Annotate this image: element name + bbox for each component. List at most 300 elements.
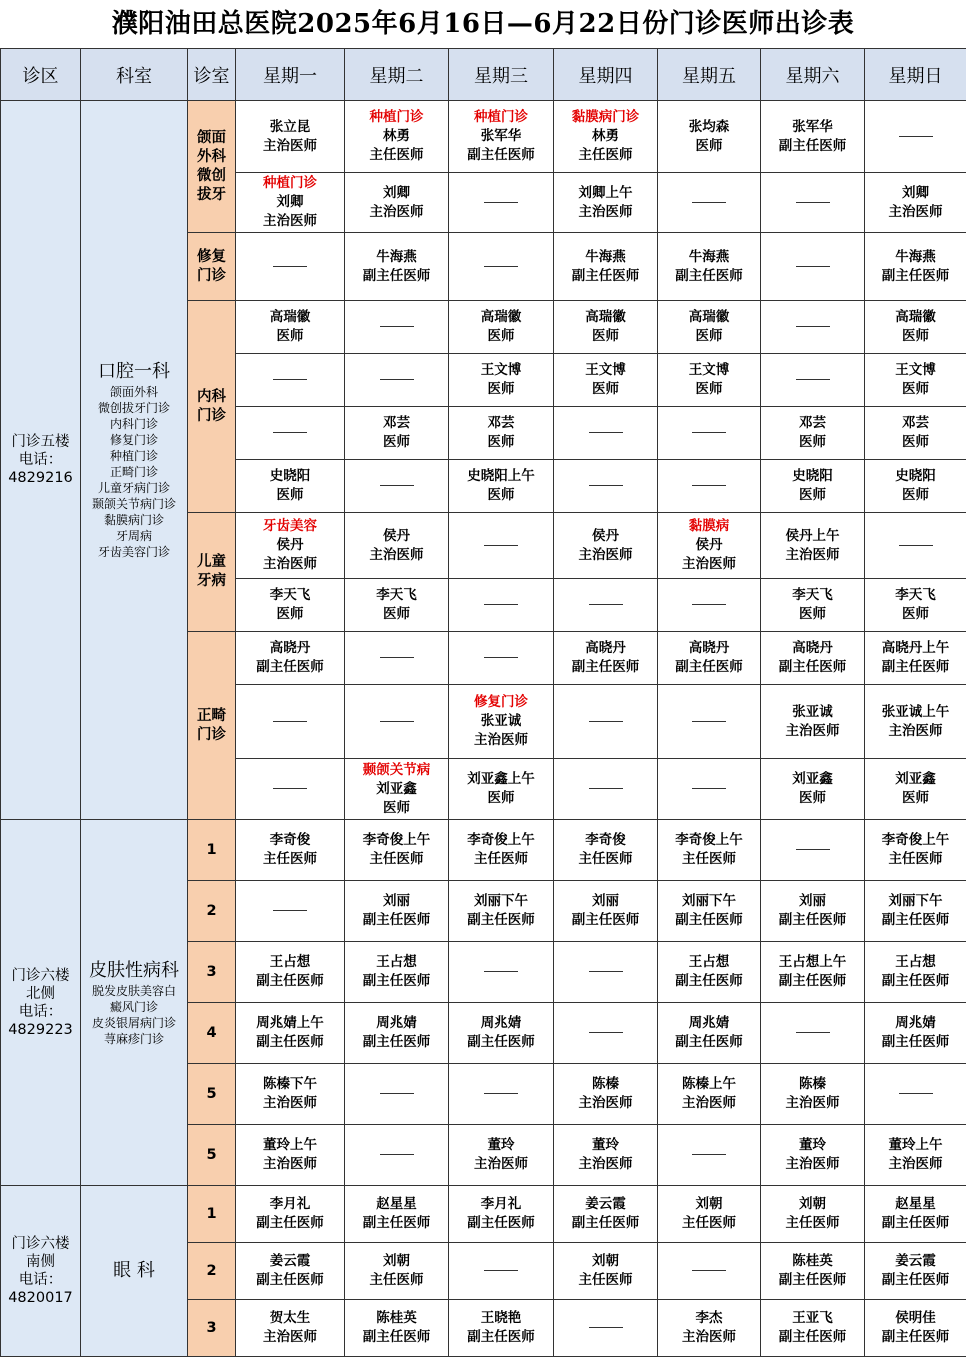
doctor-title: 医师 — [902, 487, 929, 503]
schedule-cell — [554, 1243, 658, 1300]
schedule-cell — [554, 632, 658, 685]
schedule-cell — [865, 579, 966, 632]
doctor-title: 主治医师 — [682, 556, 736, 572]
doctor-title: 副主任医师 — [256, 1272, 324, 1288]
column-header: 星期四 — [554, 49, 658, 101]
doctor-name: 王文博 — [480, 362, 522, 378]
schedule-cell — [345, 1064, 449, 1125]
zone-cell: 门诊六楼 北侧 电话： 4829223 — [1, 820, 81, 1186]
doctor-title: 副主任医师 — [881, 1272, 950, 1288]
doctor-name: 王晓艳 — [480, 1310, 522, 1326]
column-header: 科室 — [81, 49, 188, 101]
doctor-name: 刘朝 — [383, 1253, 410, 1269]
doctor-title: 医师 — [695, 381, 723, 397]
doctor-title: 副主任医师 — [881, 267, 950, 284]
schedule-cell — [449, 101, 554, 173]
doctor-title: 主任医师 — [578, 1272, 633, 1288]
doctor-title: 医师 — [487, 790, 515, 806]
schedule-cell — [554, 820, 658, 881]
schedule-cell — [345, 233, 449, 301]
column-header: 星期一 — [236, 49, 345, 101]
doctor-title: 副主任医师 — [881, 1215, 950, 1231]
schedule-cell — [449, 1064, 554, 1125]
doctor-title: 医师 — [902, 381, 929, 397]
doctor-title: 主治医师 — [888, 722, 943, 739]
doctor-name: 李奇俊上午 — [675, 832, 743, 848]
doctor-title: 副主任医师 — [571, 659, 640, 675]
table-row — [1, 820, 966, 881]
doctor-name: 董玲上午 — [263, 1137, 317, 1153]
page-title: 濮阳油田总医院2025年6月16日—6月22日份门诊医师出诊表 — [111, 9, 855, 39]
empty-dash — [484, 657, 518, 658]
schedule-cell — [554, 881, 658, 942]
doctor-title: 主治医师 — [785, 1156, 840, 1172]
department-subclinic: 微创拔牙门诊 — [97, 401, 170, 415]
schedule-cell — [761, 685, 865, 759]
doctor-title: 医师 — [799, 434, 826, 450]
doctor-name: 张军华 — [792, 118, 833, 135]
schedule-cell — [761, 820, 865, 881]
special-clinic: 黏膜病 — [688, 518, 730, 534]
doctor-title: 主治医师 — [474, 1156, 528, 1172]
doctor-title: 主任医师 — [578, 851, 633, 867]
schedule-cell — [449, 685, 554, 759]
empty-dash — [273, 266, 307, 267]
schedule-cell — [865, 759, 966, 820]
department-subclinic: 荨麻疹门诊 — [103, 1031, 164, 1046]
schedule-cell — [345, 632, 449, 685]
doctor-name: 陈榛 — [799, 1076, 826, 1092]
doctor-name: 董玲 — [592, 1137, 619, 1153]
schedule-cell — [761, 1064, 865, 1125]
doctor-title: 副主任医师 — [571, 1215, 640, 1231]
empty-dash — [589, 1032, 623, 1033]
doctor-title: 医师 — [799, 790, 826, 806]
schedule-cell — [345, 881, 449, 942]
doctor-name: 刘丽下午 — [474, 893, 528, 909]
doctor-name: 李奇俊上午 — [362, 832, 431, 848]
doctor-name: 董玲上午 — [888, 1137, 943, 1153]
empty-dash — [484, 545, 518, 546]
doctor-name: 陈榛 — [592, 1076, 619, 1092]
schedule-cell — [761, 407, 865, 460]
empty-dash — [589, 604, 623, 605]
doctor-title: 副主任医师 — [778, 1329, 847, 1345]
doctor-name: 李奇俊 — [585, 832, 626, 848]
doctor-title: 主治医师 — [578, 203, 633, 220]
doctor-title: 副主任医师 — [256, 1034, 324, 1050]
schedule-cell — [865, 101, 966, 173]
doctor-title: 副主任医师 — [362, 1215, 431, 1231]
schedule-cell — [236, 820, 345, 881]
doctor-name: 张军华 — [480, 128, 522, 144]
doctor-title: 副主任医师 — [881, 1329, 950, 1345]
doctor-name: 周兆婧 — [376, 1015, 417, 1031]
doctor-title: 主治医师 — [578, 1156, 633, 1172]
empty-dash — [589, 1327, 623, 1328]
doctor-title: 医师 — [487, 487, 515, 503]
doctor-title: 副主任医师 — [362, 912, 431, 928]
doctor-name: 刘卿上午 — [578, 184, 633, 201]
schedule-cell — [658, 1243, 761, 1300]
room-cell: 内科 门诊 — [188, 301, 236, 513]
schedule-table — [0, 48, 966, 1357]
schedule-cell — [761, 1125, 865, 1186]
schedule-cell — [345, 1300, 449, 1357]
doctor-name: 刘亚鑫 — [376, 780, 417, 797]
doctor-title: 副主任医师 — [675, 659, 743, 675]
doctor-title: 医师 — [276, 487, 304, 503]
schedule-cell — [449, 460, 554, 513]
schedule-cell — [554, 301, 658, 354]
schedule-cell — [761, 1243, 865, 1300]
schedule-cell — [658, 233, 761, 301]
schedule-cell — [865, 1186, 966, 1243]
doctor-name: 周兆婧 — [895, 1015, 936, 1031]
schedule-cell — [236, 301, 345, 354]
column-header: 星期六 — [761, 49, 865, 101]
empty-dash — [589, 788, 623, 789]
schedule-cell — [236, 513, 345, 579]
doctor-title: 医师 — [487, 434, 515, 450]
doctor-title: 主治医师 — [682, 1095, 736, 1111]
schedule-cell — [658, 1125, 761, 1186]
schedule-cell — [449, 1300, 554, 1357]
schedule-cell — [761, 101, 865, 173]
doctor-name: 王文博 — [585, 362, 626, 378]
doctor-title: 副主任医师 — [778, 659, 847, 675]
empty-dash — [692, 485, 726, 486]
doctor-name: 林勇 — [383, 128, 410, 144]
schedule-cell — [658, 407, 761, 460]
doctor-title: 主治医师 — [263, 1329, 317, 1345]
schedule-cell — [554, 354, 658, 407]
schedule-cell — [761, 1186, 865, 1243]
room-cell: 儿童 牙病 — [188, 513, 236, 632]
doctor-name: 周兆婧 — [480, 1015, 522, 1031]
doctor-title: 主任医师 — [785, 1215, 840, 1231]
schedule-cell — [658, 579, 761, 632]
doctor-title: 医师 — [902, 606, 929, 622]
schedule-cell — [236, 942, 345, 1003]
schedule-cell — [345, 820, 449, 881]
doctor-name: 周兆婧上午 — [256, 1015, 324, 1031]
schedule-cell — [865, 407, 966, 460]
empty-dash — [484, 1093, 518, 1094]
doctor-name: 侯丹 — [276, 537, 304, 553]
schedule-cell — [345, 407, 449, 460]
schedule-cell — [449, 881, 554, 942]
schedule-cell — [449, 1003, 554, 1064]
schedule-cell — [865, 301, 966, 354]
schedule-cell — [658, 820, 761, 881]
schedule-body — [1, 101, 966, 1357]
doctor-name: 侯丹 — [695, 537, 723, 553]
empty-dash — [796, 202, 830, 203]
empty-dash — [796, 266, 830, 267]
schedule-cell — [345, 942, 449, 1003]
schedule-cell — [449, 820, 554, 881]
schedule-cell — [449, 1125, 554, 1186]
doctor-name: 王文博 — [895, 362, 936, 378]
doctor-title: 副主任医师 — [362, 973, 431, 989]
doctor-title: 副主任医师 — [778, 912, 847, 928]
doctor-title: 副主任医师 — [467, 147, 535, 163]
schedule-cell — [761, 1003, 865, 1064]
doctor-name: 牛海燕 — [895, 248, 936, 265]
doctor-title: 主任医师 — [888, 851, 943, 867]
doctor-name: 刘亚鑫 — [895, 771, 936, 787]
schedule-cell — [236, 1300, 345, 1357]
doctor-name: 王占想 — [895, 954, 936, 970]
doctor-title: 副主任医师 — [467, 1215, 535, 1231]
doctor-title: 主治医师 — [785, 546, 840, 563]
schedule-cell — [554, 579, 658, 632]
doctor-name: 李天飞 — [792, 587, 833, 603]
doctor-title: 主任医师 — [369, 851, 424, 867]
doctor-name: 刘丽下午 — [682, 893, 736, 909]
schedule-cell — [658, 173, 761, 233]
schedule-cell — [236, 1003, 345, 1064]
empty-dash — [796, 849, 830, 850]
schedule-cell — [865, 233, 966, 301]
doctor-name: 李天飞 — [376, 587, 417, 603]
doctor-title: 主治医师 — [785, 1095, 840, 1111]
schedule-cell — [865, 1003, 966, 1064]
doctor-name: 林勇 — [592, 128, 619, 144]
empty-dash — [484, 266, 518, 267]
empty-dash — [589, 721, 623, 722]
schedule-cell — [865, 1125, 966, 1186]
schedule-cell — [449, 1186, 554, 1243]
column-header: 星期日 — [865, 49, 966, 101]
doctor-name: 高晓丹 — [688, 640, 730, 656]
schedule-cell — [554, 1300, 658, 1357]
doctor-title: 主任医师 — [682, 1215, 736, 1231]
doctor-name: 赵星星 — [376, 1196, 417, 1212]
doctor-title: 副主任医师 — [778, 1272, 847, 1288]
special-clinic: 种植门诊 — [474, 109, 528, 125]
doctor-name: 刘丽 — [799, 893, 826, 909]
empty-dash — [273, 910, 307, 911]
schedule-cell — [236, 1064, 345, 1125]
schedule-cell — [236, 1243, 345, 1300]
department-subclinic: 皮炎银屑病门诊 — [91, 1015, 176, 1030]
doctor-name: 邓芸 — [487, 415, 515, 431]
schedule-cell — [236, 460, 345, 513]
empty-dash — [796, 379, 830, 380]
doctor-title: 副主任医师 — [467, 1329, 535, 1345]
doctor-name: 李奇俊上午 — [467, 832, 535, 848]
empty-dash — [692, 604, 726, 605]
doctor-name: 刘亚鑫 — [792, 771, 833, 787]
schedule-cell — [449, 407, 554, 460]
doctor-title: 副主任医师 — [362, 1329, 431, 1345]
empty-dash — [692, 721, 726, 722]
zone-cell: 门诊六楼 南侧 电话： 4820017 — [1, 1186, 81, 1357]
schedule-cell — [449, 632, 554, 685]
room-cell: 正畸 门诊 — [188, 632, 236, 820]
doctor-title: 副主任医师 — [256, 973, 324, 989]
schedule-cell — [345, 1003, 449, 1064]
doctor-title: 医师 — [902, 328, 929, 344]
special-clinic: 种植门诊 — [263, 175, 317, 191]
doctor-name: 邓芸 — [799, 415, 826, 431]
doctor-title: 主治医师 — [682, 1329, 736, 1345]
doctor-name: 牛海燕 — [688, 248, 730, 265]
room-cell: 1 — [188, 1186, 236, 1243]
doctor-name: 刘朝 — [592, 1253, 619, 1269]
doctor-name: 邓芸 — [902, 415, 929, 431]
schedule-cell — [554, 1003, 658, 1064]
schedule-cell — [554, 460, 658, 513]
schedule-cell — [449, 942, 554, 1003]
doctor-name: 陈榛上午 — [682, 1076, 736, 1092]
doctor-title: 副主任医师 — [256, 659, 324, 675]
department-name: 口腔一科 — [98, 361, 170, 382]
schedule-cell — [449, 579, 554, 632]
doctor-name: 李杰 — [695, 1310, 723, 1326]
room-cell: 3 — [188, 1300, 236, 1357]
schedule-cell — [236, 685, 345, 759]
schedule-cell — [658, 1186, 761, 1243]
schedule-cell — [236, 233, 345, 301]
doctor-name: 王占想 — [688, 954, 730, 970]
empty-dash — [484, 1270, 518, 1271]
doctor-name: 张立昆 — [269, 118, 311, 135]
department-subclinic: 癜风门诊 — [109, 999, 158, 1014]
doctor-title: 医师 — [592, 328, 619, 344]
department-subclinic: 儿童牙病门诊 — [97, 481, 170, 495]
schedule-cell — [449, 1243, 554, 1300]
doctor-name: 高瑞徽 — [585, 309, 626, 325]
doctor-title: 副主任医师 — [675, 267, 743, 284]
department-subclinic: 脱发皮肤美容白 — [91, 983, 176, 998]
schedule-cell — [449, 513, 554, 579]
room-cell: 2 — [188, 1243, 236, 1300]
empty-dash — [273, 379, 307, 380]
doctor-name: 邓芸 — [383, 415, 410, 431]
schedule-cell — [658, 632, 761, 685]
doctor-name: 李天飞 — [269, 587, 311, 603]
empty-dash — [484, 604, 518, 605]
column-header: 星期二 — [345, 49, 449, 101]
empty-dash — [899, 545, 933, 546]
doctor-title: 副主任医师 — [256, 1215, 324, 1231]
empty-dash — [899, 1093, 933, 1094]
schedule-cell — [761, 173, 865, 233]
doctor-title: 医师 — [487, 381, 515, 397]
doctor-title: 副主任医师 — [675, 912, 743, 928]
doctor-name: 高晓丹 — [792, 640, 833, 656]
special-clinic: 修复门诊 — [474, 694, 528, 710]
doctor-name: 高瑞徽 — [895, 309, 936, 325]
schedule-cell — [554, 685, 658, 759]
schedule-cell — [345, 513, 449, 579]
schedule-cell — [658, 759, 761, 820]
column-header: 星期五 — [658, 49, 761, 101]
special-clinic: 牙齿美容 — [263, 518, 317, 534]
doctor-title: 副主任医师 — [881, 659, 950, 675]
empty-dash — [899, 136, 933, 137]
schedule-cell — [658, 1300, 761, 1357]
empty-dash — [273, 788, 307, 789]
doctor-title: 副主任医师 — [778, 137, 847, 154]
schedule-cell — [658, 1003, 761, 1064]
column-header: 星期三 — [449, 49, 554, 101]
empty-dash — [380, 1154, 414, 1155]
schedule-cell — [658, 460, 761, 513]
doctor-title: 医师 — [592, 381, 619, 397]
doctor-title: 副主任医师 — [778, 973, 847, 989]
doctor-title: 主任医师 — [369, 147, 424, 163]
doctor-name: 陈桂英 — [792, 1253, 833, 1269]
empty-dash — [692, 1270, 726, 1271]
room-cell: 1 — [188, 820, 236, 881]
doctor-name: 王占想上午 — [778, 954, 847, 970]
doctor-title: 副主任医师 — [467, 1034, 535, 1050]
schedule-cell — [761, 301, 865, 354]
schedule-cell — [658, 942, 761, 1003]
empty-dash — [380, 485, 414, 486]
schedule-cell — [554, 1125, 658, 1186]
special-clinic: 黏膜病门诊 — [571, 109, 640, 125]
schedule-cell — [761, 1300, 865, 1357]
doctor-name: 侯丹 — [383, 527, 410, 544]
empty-dash — [589, 432, 623, 433]
doctor-title: 副主任医师 — [571, 267, 640, 284]
schedule-cell — [865, 1243, 966, 1300]
schedule-cell — [865, 354, 966, 407]
doctor-title: 主任医师 — [369, 1272, 424, 1288]
department-subclinic: 颌面外科 — [109, 385, 158, 399]
schedule-cell — [236, 881, 345, 942]
doctor-name: 姜云霞 — [269, 1253, 311, 1269]
department-cell — [81, 101, 188, 820]
schedule-cell — [236, 354, 345, 407]
doctor-name: 董玲 — [799, 1137, 826, 1153]
empty-dash — [380, 1093, 414, 1094]
doctor-title: 主治医师 — [263, 1095, 317, 1111]
schedule-cell — [865, 1064, 966, 1125]
doctor-title: 副主任医师 — [362, 267, 431, 284]
doctor-title: 医师 — [902, 790, 929, 806]
empty-dash — [484, 202, 518, 203]
schedule-cell — [236, 632, 345, 685]
table-row — [1, 1186, 966, 1243]
empty-dash — [380, 379, 414, 380]
doctor-title: 主治医师 — [263, 556, 317, 572]
doctor-title: 副主任医师 — [881, 973, 950, 989]
doctor-title: 主治医师 — [263, 213, 317, 229]
schedule-cell — [658, 881, 761, 942]
room-cell: 5 — [188, 1125, 236, 1186]
empty-dash — [380, 326, 414, 327]
doctor-name: 侯明佳 — [895, 1310, 936, 1326]
schedule-cell — [658, 101, 761, 173]
department-subclinic: 黏膜病门诊 — [103, 513, 164, 527]
doctor-title: 医师 — [383, 606, 410, 622]
doctor-name: 史晓阳上午 — [467, 468, 535, 484]
room-cell: 4 — [188, 1003, 236, 1064]
doctor-title: 主治医师 — [369, 203, 424, 220]
room-cell: 3 — [188, 942, 236, 1003]
doctor-name: 高瑞徽 — [688, 309, 730, 325]
special-clinic: 种植门诊 — [369, 109, 424, 125]
doctor-title: 医师 — [487, 328, 515, 344]
doctor-name: 刘丽 — [592, 893, 619, 909]
doctor-title: 主治医师 — [785, 722, 840, 739]
